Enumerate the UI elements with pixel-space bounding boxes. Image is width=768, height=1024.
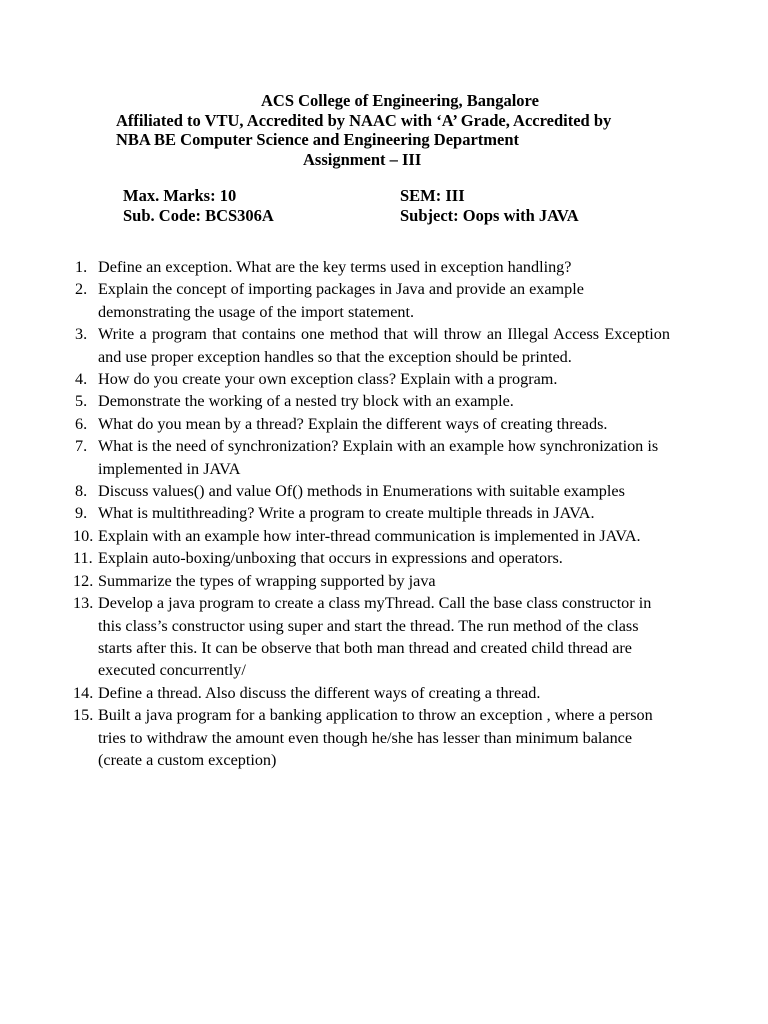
assignment-meta bbox=[123, 186, 643, 225]
department-line: NBA BE Computer Science and Engineering Department bbox=[116, 130, 520, 149]
college-name: ACS College of Engineering, Bangalore bbox=[261, 91, 539, 110]
meta-row-1 bbox=[123, 186, 643, 206]
assignment-title: Assignment – III bbox=[303, 149, 422, 169]
question-item bbox=[0, 704, 670, 771]
question-item bbox=[0, 390, 670, 412]
question-item bbox=[0, 570, 670, 592]
question-number: 13. bbox=[73, 594, 94, 613]
question-item bbox=[0, 682, 670, 704]
question-item bbox=[0, 435, 670, 480]
question-number: 11. bbox=[73, 549, 93, 568]
question-item bbox=[0, 592, 670, 682]
question-item bbox=[0, 323, 670, 368]
question-number: 10. bbox=[73, 526, 94, 545]
question-text: Write a program that contains one method that will throw an Illegal Access Exception and use proper exception handles so that the exception should be printed. bbox=[98, 325, 670, 366]
question-number: 7. bbox=[75, 437, 88, 456]
question-text: What do you mean by a thread? Explain the different ways of creating threads. bbox=[98, 414, 608, 433]
subject-name: Subject: Oops with JAVA bbox=[400, 205, 579, 225]
question-list bbox=[0, 256, 670, 771]
question-number: 4. bbox=[75, 370, 88, 389]
question-number: 9. bbox=[75, 504, 88, 523]
question-text: Define a thread. Also discuss the different ways of creating a thread. bbox=[98, 683, 541, 702]
question-text: Built a java program for a banking application to throw an exception , where a person tries to withdraw the amount even though he/she has lesser than minimum balance (create a custom exception) bbox=[98, 706, 653, 769]
question-text: Define an exception. What are the key terms used in exception handling? bbox=[98, 258, 572, 276]
question-item bbox=[0, 413, 670, 435]
question-text: Explain with an example how inter-thread communication is implemented in JAVA. bbox=[98, 526, 641, 545]
question-number: 1. bbox=[75, 258, 88, 276]
subject-code: Sub. Code: BCS306A bbox=[123, 205, 274, 225]
question-item bbox=[0, 278, 670, 323]
question-number: 3. bbox=[75, 325, 88, 344]
question-item bbox=[0, 480, 670, 502]
question-item bbox=[0, 256, 670, 278]
question-number: 5. bbox=[75, 392, 88, 411]
question-text: Develop a java program to create a class myThread. Call the base class constructor in this class’s constructor using super and start the thread. The run method of the class starts after this. It can be observe that both man thread and created child thread are executed concurrently/ bbox=[98, 594, 652, 680]
question-number: 2. bbox=[75, 280, 88, 299]
question-text: Demonstrate the working of a nested try block with an example. bbox=[98, 392, 514, 411]
question-text: Explain auto-boxing/unboxing that occurs in expressions and operators. bbox=[98, 549, 563, 568]
question-text: How do you create your own exception class? Explain with a program. bbox=[98, 370, 558, 389]
question-item bbox=[0, 525, 670, 547]
meta-row-2 bbox=[123, 206, 643, 226]
question-item bbox=[0, 502, 670, 524]
question-item bbox=[0, 547, 670, 569]
affiliation-line: Affiliated to VTU, Accredited by NAAC with ‘A’ Grade, Accredited by bbox=[116, 110, 612, 130]
question-number: 15. bbox=[73, 706, 94, 725]
question-number: 14. bbox=[73, 683, 94, 702]
question-number: 8. bbox=[75, 482, 88, 501]
question-text: What is multithreading? Write a program to create multiple threads in JAVA. bbox=[98, 504, 595, 523]
question-item bbox=[0, 368, 670, 390]
semester: SEM: III bbox=[400, 186, 465, 205]
question-number: 12. bbox=[73, 571, 94, 590]
question-number: 6. bbox=[75, 414, 88, 433]
question-text: Summarize the types of wrapping supported by java bbox=[98, 571, 436, 590]
question-text: Discuss values() and value Of() methods in Enumerations with suitable examples bbox=[98, 482, 625, 501]
question-text: What is the need of synchronization? Explain with an example how synchronization is implemented in JAVA bbox=[98, 437, 659, 478]
question-text: Explain the concept of importing packages in Java and provide an example demonstrating the usage of the import statement. bbox=[98, 280, 584, 321]
max-marks: Max. Marks: 10 bbox=[123, 186, 237, 205]
document-header bbox=[116, 91, 676, 169]
